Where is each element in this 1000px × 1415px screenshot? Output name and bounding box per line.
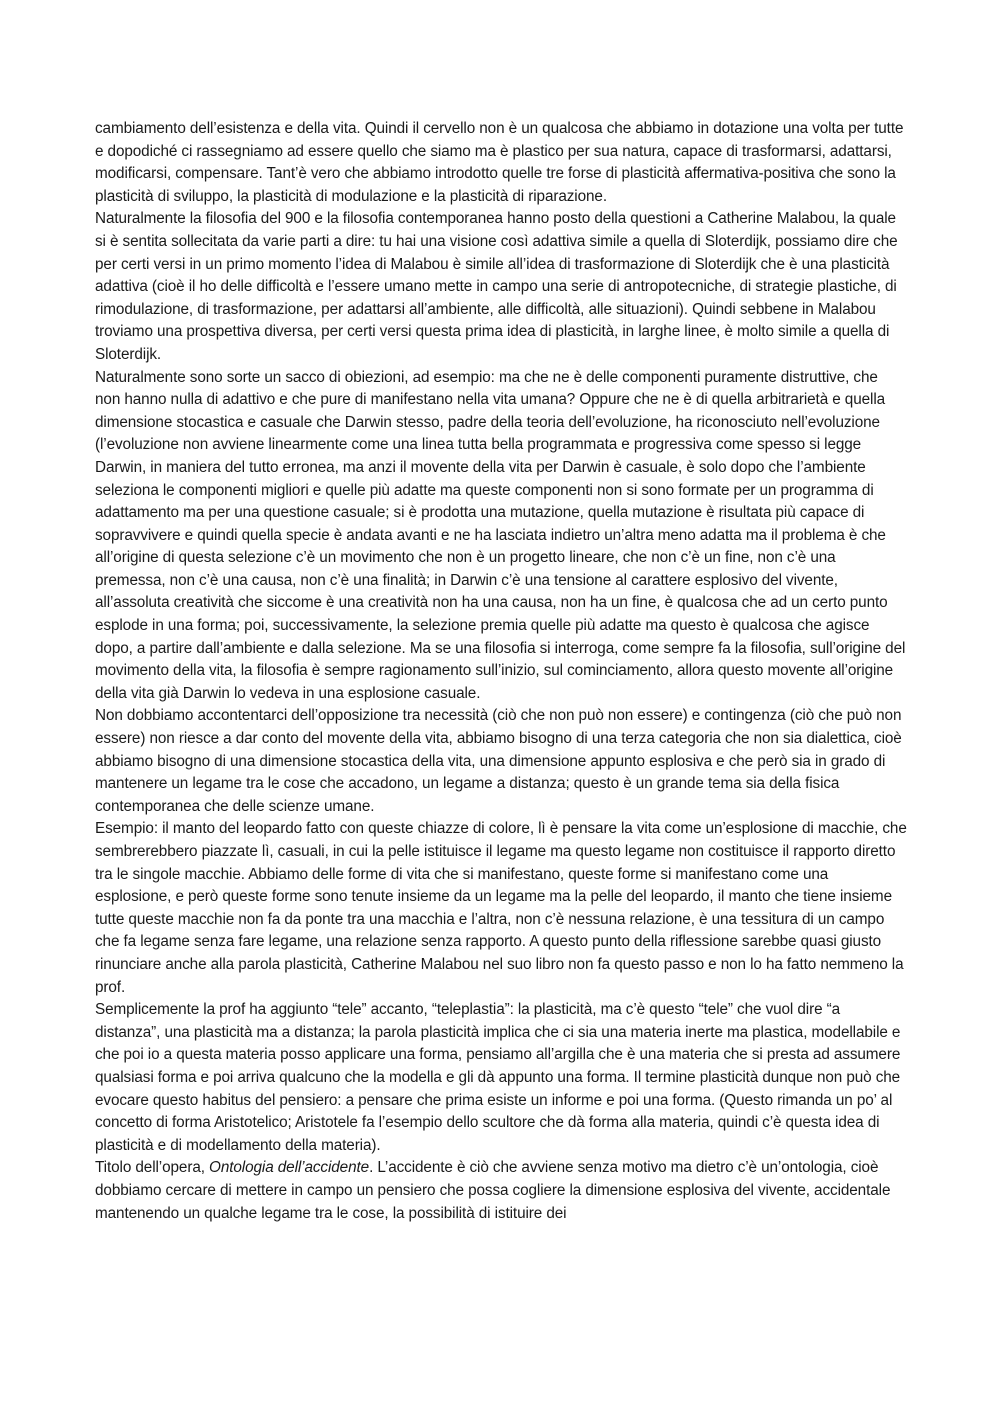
work-title-lead: Titolo dell’opera, — [95, 1159, 210, 1177]
paragraph-malabou-sloterdijk: Naturalmente la filosofia del 900 e la filosofia contemporanea hanno posto della questioni a Catherine Malabou, la quale si è sentita sollecitata da varie parti a dire: tu hai una visione così adattiva simile a quella di Sloterdijk, possiamo dire che per certi versi in un primo momento l’idea di Malabou è simile all’idea di trasformazione di Sloterdijk che è una plasticità adattiva (cioè il ho delle difficoltà e l’essere umano mette in campo una serie di antropotecniche, di strategie plastiche, di rimodulazione, di trasformazione, per adattarsi all’ambiente, alle difficoltà, alle situazioni). Quindi sebbene in Malabou troviamo una prospettiva diversa, per certi versi questa prima idea di plasticità, in larghe linee, è molto simile a quella di Sloterdijk. — [95, 210, 898, 363]
paragraph-darwin-objections: Naturalmente sono sorte un sacco di obiezioni, ad esempio: ma che ne è delle componenti puramente distruttive, che non hanno nulla di adattivo e che pure di manifestano nella vita umana? Oppure che ne è di quella arbitrarietà e quella dimensione stocastica e casuale che Darwin stesso, padre della teoria dell’evoluzione, ha riconosciuto nell’evoluzione (l’evoluzione non avviene linearmente come una linea tutta bella programmata e progressiva come spesso si legge Darwin, in maniera del tutto erronea, ma anzi il movente della vita per Darwin è casuale, è solo dopo che l’ambiente seleziona le componenti migliori e quelle più adatte ma queste componenti non si sono formate per un programma di adattamento ma per una questione casuale; si è prodotta una mutazione, quella mutazione è risultata più capace di sopravvivere e quindi quella specie è andata avanti e ne ha lasciata indietro un’altra meno adatta ma il problema è che all’origine di questa selezione c’è un movimento che non è un progetto lineare, che non c’è un fine, non c’è una premessa, non c’è una causa, non c’è una finalità; in Darwin c’è una tensione al carattere esplosivo del vivente, all’assoluta creatività che siccome è una creatività non ha una causa, non ha un fine, è qualcosa che ad un certo punto esplode in una forma; poi, successivamente, la selezione premia quelle più adatte ma questo è qualcosa che agisce dopo, a partire dall’ambiente e dalla selezione. Ma se una filosofia si interroga, come sempre fa la filosofia, sull’origine del movimento della vita, la filosofia è sempre ragionamento sull’inizio, sul cominciamento, allora questo movente all’origine della vita già Darwin lo vedeva in una esplosione casuale. — [95, 368, 906, 702]
paragraph-brain-plasticity: cambiamento dell’esistenza e della vita. Quindi il cervello non è un qualcosa che abbiamo in dotazione una volta per tutte e dopodiché ci rassegniamo ad essere quello che siamo ma è plastico per sua natura, capace di trasformarsi, adattarsi, modificarsi, compensare. Tant’è vero che abbiamo introdotto quelle tre forse di plasticità affermativa-positiva che sono la plasticità di sviluppo, la plasticità di modulazione e la plasticità di riparazione. — [95, 120, 904, 205]
document-page — [95, 118, 907, 1225]
work-title-rest: . L’accidente è ciò che avviene senza motivo ma dietro c’è un’ontologia, cioè dobbiamo cercare di mettere in campo un pensiero che possa cogliere la dimensione esplosiva del vivente, accidentale mantenendo un qualche legame tra le cose, la possibilità di istituire dei — [95, 1159, 891, 1222]
paragraph-necessity-contingency: Non dobbiamo accontentarci dell’opposizione tra necessità (ciò che non può non essere) e contingenza (ciò che può non essere) non riesce a dar conto del movente della vita, abbiamo bisogno di una terza categoria che non sia dialettica, cioè abbiamo bisogno di una dimensione stocastica della vita, una dimensione appunto esplosiva e che però sia in grado di mantenere un legame tra le cose che accadono, un legame a distanza; questo è un grande tema sia della fisica contemporanea che delle scienze umane. — [95, 707, 902, 815]
paragraph-teleplastia: Semplicemente la prof ha aggiunto “tele” accanto, “teleplastia”: la plasticità, ma c’è questo “tele” che vuol dire “a distanza”, una plasticità ma a distanza; la parola plasticità implica che ci sia una materia inerte ma plastica, modellabile e che poi io a questa materia posso applicare una forma, pensiamo all’argilla che è una materia che si presta ad assumere qualsiasi forma e poi arriva qualcuno che la modella e gli dà appunto una forma. Il termine plasticità dunque non può che evocare questo habitus del pensiero: a pensare che prima esiste un informe e poi una forma. (Questo rimanda un po’ al concetto di forma Aristotelico; Aristotele fa l’esempio dello scultore che dà forma alla materia, quindi c’è questa idea di plasticità e di modellamento della materia). — [95, 1001, 901, 1154]
paragraph-leopard-example: Esempio: il manto del leopardo fatto con queste chiazze di colore, lì è pensare la vita come un’esplosione di macchie, che sembrerebbero piazzate lì, casuali, in cui la pelle istituisce il legame ma questo legame non costituisce il rapporto diretto tra le singole macchie. Abbiamo delle forme di vita che si manifestano, queste forme si manifestano come una esplosione, e però queste forme sono tenute insieme da un legame ma la pelle del leopardo, il manto che tiene insieme tutte queste macchie non fa da ponte tra una macchia e l’altra, non c’è nessuna relazione, è una tessitura di un campo che fa legame senza fare legame, una relazione senza rapporto. A questo punto della riflessione sarebbe quasi giusto rinunciare anche alla parola plasticità, Catherine Malabou nel suo libro non fa questo passo e non lo ha fatto nemmeno la prof. — [95, 820, 907, 996]
work-title-italic: Ontologia dell’accidente — [209, 1159, 370, 1177]
paragraph-work-title — [95, 1157, 907, 1225]
